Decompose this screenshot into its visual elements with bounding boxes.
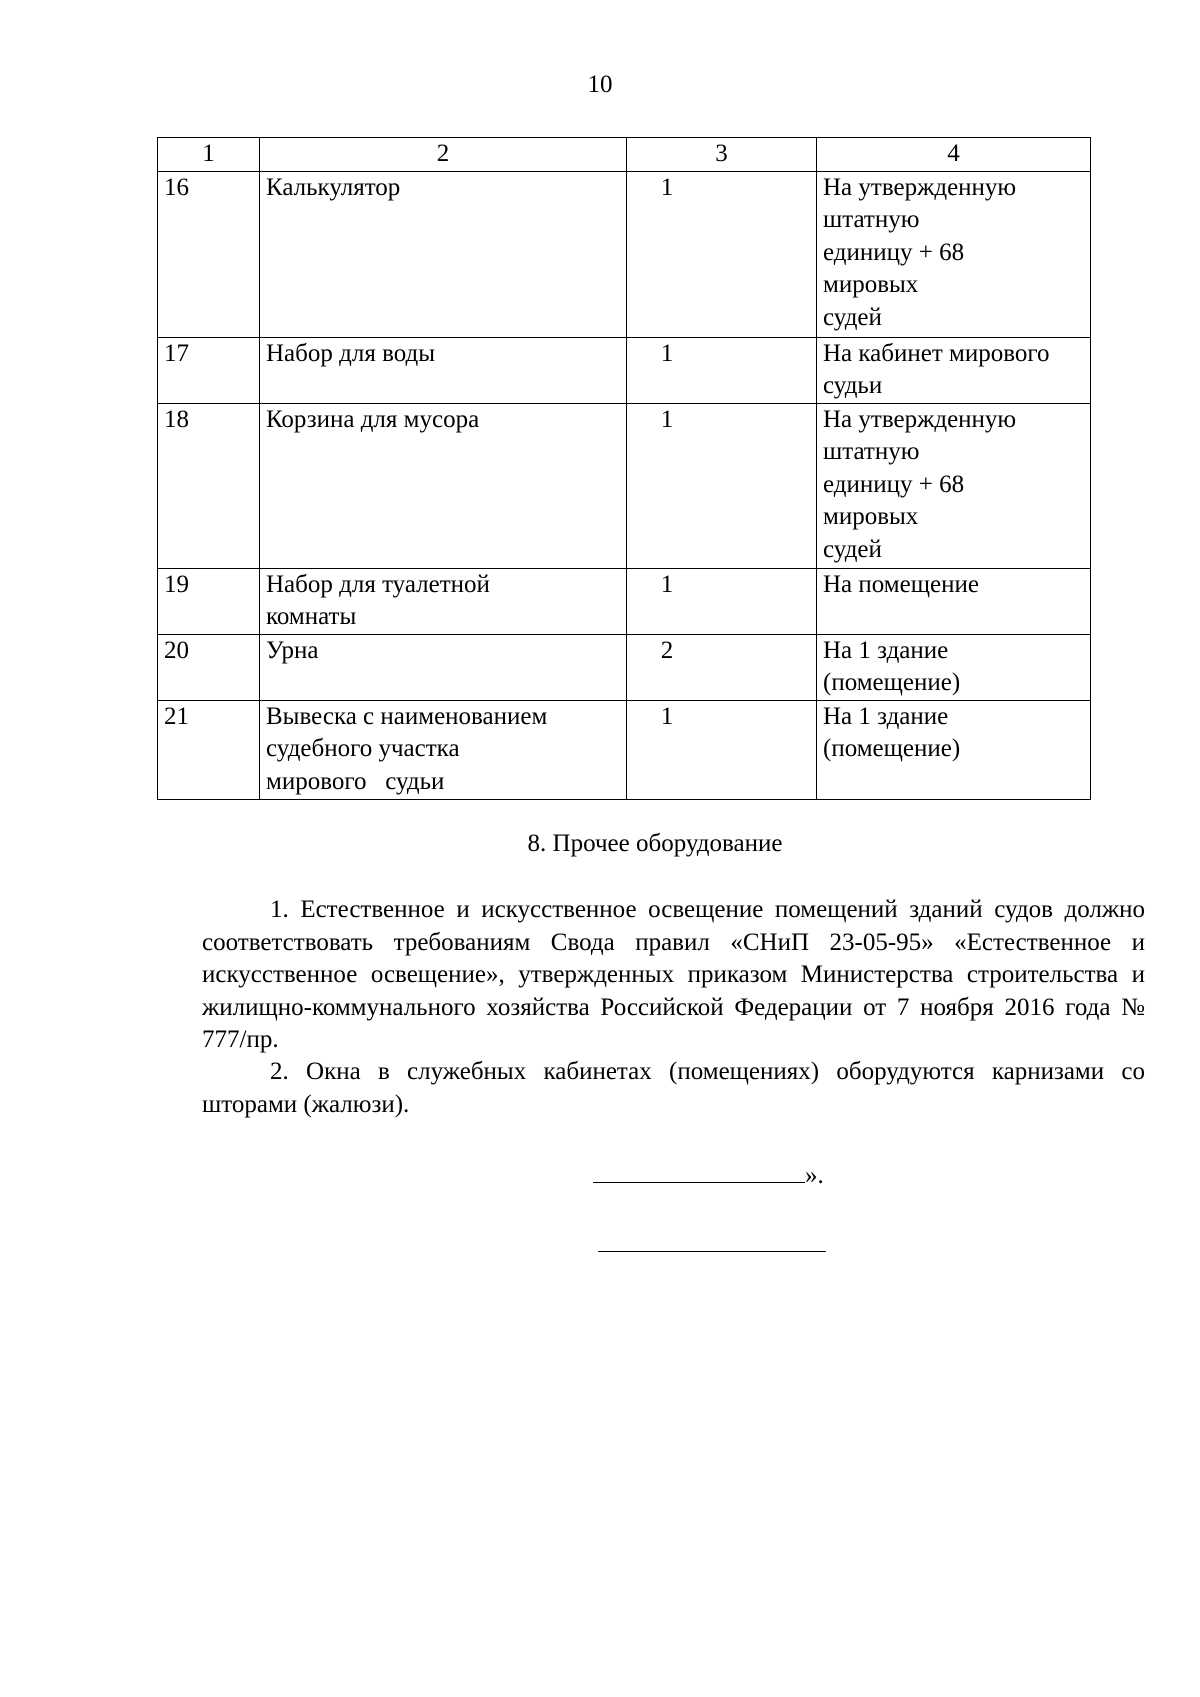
item-quantity — [627, 634, 817, 700]
quantity-value: 1 — [660, 405, 674, 433]
item-name-line: Вывеска с наименованием — [266, 702, 548, 730]
basis-line: На помещение — [823, 570, 979, 598]
item-name — [260, 171, 627, 337]
table-header-row — [158, 138, 1091, 172]
row-number: 17 — [158, 337, 260, 403]
table-header-cell: 1 — [158, 138, 260, 172]
item-name — [260, 568, 627, 634]
item-name-line: судебного участка — [266, 735, 460, 762]
quantity-value: 1 — [660, 702, 674, 730]
item-quantity — [627, 171, 817, 337]
item-name-line: Калькулятор — [266, 173, 401, 201]
table-row — [158, 634, 1091, 700]
table-row — [158, 700, 1091, 799]
item-quantity — [627, 568, 817, 634]
paragraph: 2. Окна в служебных кабинетах (помещениях) оборудуются карнизами со шторами (жалюзи). — [202, 1058, 1145, 1118]
item-basis — [817, 171, 1091, 337]
basis-line: судьи — [823, 372, 883, 399]
item-basis — [817, 634, 1091, 700]
basis-line: (помещение) — [823, 669, 961, 696]
quantity-value: 1 — [660, 173, 674, 201]
basis-line: На кабинет мирового — [823, 339, 1050, 367]
item-name — [260, 337, 627, 403]
item-name — [260, 634, 627, 700]
row-number: 21 — [158, 700, 260, 799]
basis-line: мировых — [823, 271, 919, 298]
item-name-line: Набор для туалетной — [266, 570, 490, 598]
blank-underline — [593, 1158, 805, 1183]
closing-mark: ». — [805, 1162, 824, 1189]
quantity-value: 1 — [660, 570, 674, 598]
basis-line: На 1 здание — [823, 636, 949, 664]
table-row — [158, 568, 1091, 634]
paragraph: 1. Естественное и искусственное освещение помещений зданий судов должно соответствовать требованиям Свода правил «СНиП 23-05-95» «Естественное и искусственное освещение», утвержденных приказом Министерства строительства и жилищно-коммунального хозяйства Российской Федерации от 7 ноября 2016 года № 777/пр. — [202, 896, 1145, 1053]
basis-line: мировых — [823, 503, 919, 530]
row-number: 20 — [158, 634, 260, 700]
item-quantity — [627, 403, 817, 568]
equipment-table — [157, 137, 1091, 800]
item-quantity — [627, 337, 817, 403]
item-name-line: Корзина для мусора — [266, 405, 480, 433]
table-row — [158, 171, 1091, 337]
basis-line: (помещение) — [823, 735, 961, 762]
section-title: 8. Прочее оборудование — [527, 830, 783, 857]
item-quantity — [627, 700, 817, 799]
basis-line: единицу + 68 — [823, 238, 965, 266]
item-name-line: Набор для воды — [266, 339, 435, 367]
item-basis — [817, 568, 1091, 634]
table-header-cell: 3 — [627, 138, 817, 172]
basis-line: судей — [823, 535, 882, 563]
basis-line: На утвержденную — [823, 405, 1017, 433]
item-basis — [817, 403, 1091, 568]
basis-line: штатную — [823, 438, 920, 465]
item-name-line: мирового судьи — [266, 767, 445, 795]
page-number: 10 — [587, 71, 613, 98]
table-header-cell: 4 — [817, 138, 1091, 172]
quantity-value: 1 — [660, 339, 674, 367]
item-name — [260, 700, 627, 799]
table-row — [158, 337, 1091, 403]
basis-line: судей — [823, 303, 882, 331]
basis-line: На утвержденную — [823, 173, 1017, 201]
row-number: 19 — [158, 568, 260, 634]
item-name — [260, 403, 627, 568]
basis-line: единицу + 68 — [823, 470, 965, 498]
basis-line: На 1 здание — [823, 702, 949, 730]
basis-line: штатную — [823, 206, 920, 233]
signature-line — [593, 1158, 824, 1192]
table-row — [158, 403, 1091, 568]
signature-line — [598, 1251, 826, 1252]
item-basis — [817, 700, 1091, 799]
quantity-value: 2 — [660, 636, 674, 664]
item-name-line: Урна — [266, 636, 319, 664]
row-number: 18 — [158, 403, 260, 568]
table-header-cell: 2 — [260, 138, 627, 172]
item-basis — [817, 337, 1091, 403]
row-number: 16 — [158, 171, 260, 337]
item-name-line: комнаты — [266, 603, 357, 630]
